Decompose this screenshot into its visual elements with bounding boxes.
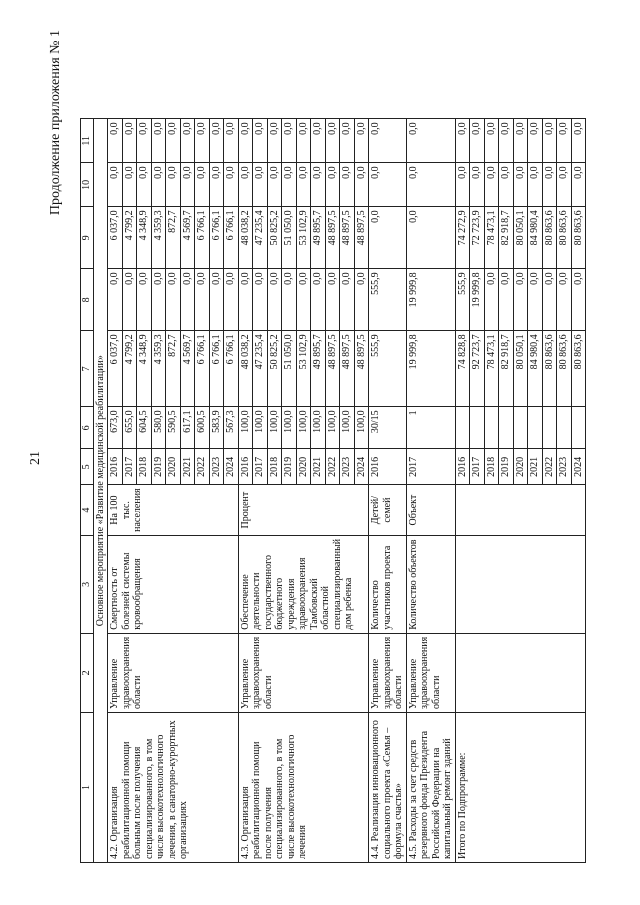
column-number-1: 1 — [81, 713, 94, 863]
year-cell: 2018 — [484, 449, 499, 485]
year-cell: 2021 — [528, 449, 543, 485]
indicator-value-empty — [557, 407, 572, 449]
local-cell: 0,0 — [455, 163, 470, 207]
regional-cell: 48 038,2 — [238, 207, 253, 269]
unit: Процент — [238, 485, 369, 536]
total-cell: 80 863,6 — [557, 331, 572, 407]
total-cell: 84 980,4 — [528, 331, 543, 407]
indicator-value-cell: 600,5 — [195, 407, 210, 449]
local-cell: 0,0 — [180, 163, 195, 207]
federal-cell: 0,0 — [542, 269, 557, 331]
indicator-value-cell: 100,0 — [354, 407, 369, 449]
indicator: Количество объектов — [406, 535, 455, 633]
column-number-6: 6 — [81, 407, 94, 449]
table-row — [108, 119, 123, 863]
indicator-value-cell: 604,5 — [137, 407, 152, 449]
regional-cell: 51 050,0 — [282, 207, 297, 269]
indicator-value-empty — [513, 407, 528, 449]
total-cell: 80 863,6 — [571, 331, 586, 407]
federal-cell: 0,0 — [224, 269, 239, 331]
other-cell: 0,0 — [166, 119, 181, 163]
other-cell: 0,0 — [325, 119, 340, 163]
column-number-10: 10 — [81, 163, 94, 207]
indicator-value-cell: 100,0 — [340, 407, 355, 449]
total-cell: 78 473,1 — [484, 331, 499, 407]
indicator-value-cell: 100,0 — [282, 407, 297, 449]
measure-name: 4.5. Расходы за счет средств резервного фонда Президента Российской Федерации на капитальный ремонт зданий — [406, 713, 455, 863]
indicator: Смертность от болезней системы кровообращения — [108, 535, 239, 633]
total-cell: 19 999,8 — [406, 331, 455, 407]
indicator-value-cell: 590,5 — [166, 407, 181, 449]
regional-cell: 47 235,4 — [253, 207, 268, 269]
indicator-value-cell: 583,9 — [209, 407, 224, 449]
federal-cell: 555,9 — [369, 269, 407, 331]
local-cell: 0,0 — [470, 163, 485, 207]
column-number-4: 4 — [81, 485, 94, 536]
indicator-value-cell: 580,0 — [151, 407, 166, 449]
year-cell: 2024 — [354, 449, 369, 485]
local-cell: 0,0 — [571, 163, 586, 207]
executor: Управление здравоохранения области — [108, 633, 239, 712]
year-cell: 2021 — [180, 449, 195, 485]
year-cell: 2016 — [108, 449, 123, 485]
total-executor-empty — [455, 633, 586, 712]
total-cell: 80 050,1 — [513, 331, 528, 407]
indicator-value-empty — [484, 407, 499, 449]
total-cell: 4 348,9 — [137, 331, 152, 407]
indicator-value-cell: 100,0 — [267, 407, 282, 449]
year-cell: 2020 — [166, 449, 181, 485]
year-cell: 2020 — [513, 449, 528, 485]
total-cell: 4 799,2 — [122, 331, 137, 407]
federal-cell: 0,0 — [137, 269, 152, 331]
total-unit-empty — [455, 485, 586, 536]
column-number-5: 5 — [81, 449, 94, 485]
indicator-value-empty — [470, 407, 485, 449]
total-cell: 6 766,1 — [224, 331, 239, 407]
local-cell: 0,0 — [108, 163, 123, 207]
local-cell: 0,0 — [195, 163, 210, 207]
total-cell: 74 828,8 — [455, 331, 470, 407]
regional-cell: 4 569,7 — [180, 207, 195, 269]
column-number-7: 7 — [81, 331, 94, 407]
local-cell: 0,0 — [151, 163, 166, 207]
column-number-9: 9 — [81, 207, 94, 269]
other-cell: 0,0 — [369, 119, 407, 163]
other-cell: 0,0 — [406, 119, 455, 163]
federal-cell: 19 999,8 — [406, 269, 455, 331]
indicator-value-cell: 100,0 — [253, 407, 268, 449]
year-cell: 2019 — [151, 449, 166, 485]
regional-cell: 6 766,1 — [209, 207, 224, 269]
regional-cell: 0,0 — [406, 207, 455, 269]
regional-cell: 48 897,5 — [325, 207, 340, 269]
other-cell: 0,0 — [311, 119, 326, 163]
federal-cell: 0,0 — [282, 269, 297, 331]
total-cell: 555,9 — [369, 331, 407, 407]
table-row — [238, 119, 253, 863]
regional-cell: 0,0 — [369, 207, 407, 269]
regional-cell: 4 359,3 — [151, 207, 166, 269]
year-cell: 2022 — [325, 449, 340, 485]
other-cell: 0,0 — [484, 119, 499, 163]
federal-cell: 0,0 — [484, 269, 499, 331]
year-cell: 2016 — [238, 449, 253, 485]
other-cell: 0,0 — [282, 119, 297, 163]
other-cell: 0,0 — [122, 119, 137, 163]
measure-name: 4.2. Организация реабилитационной помощи больным после получения специализированного, в том числе высокотехнологичного лечения, в санаторно-курортных организациях — [108, 713, 239, 863]
year-cell: 2017 — [406, 449, 455, 485]
year-cell: 2021 — [311, 449, 326, 485]
other-cell: 0,0 — [267, 119, 282, 163]
regional-cell: 72 723,9 — [470, 207, 485, 269]
regional-cell: 50 825,2 — [267, 207, 282, 269]
regional-cell: 6 766,1 — [224, 207, 239, 269]
federal-cell: 0,0 — [311, 269, 326, 331]
other-cell: 0,0 — [253, 119, 268, 163]
year-cell: 2019 — [499, 449, 514, 485]
other-cell: 0,0 — [180, 119, 195, 163]
local-cell: 0,0 — [282, 163, 297, 207]
other-cell: 0,0 — [209, 119, 224, 163]
total-cell: 50 825,2 — [267, 331, 282, 407]
indicator-value-empty — [455, 407, 470, 449]
other-cell: 0,0 — [499, 119, 514, 163]
local-cell: 0,0 — [311, 163, 326, 207]
section-title: Основное мероприятие «Развитие медицинской реабилитации» — [93, 119, 108, 863]
regional-cell: 82 918,7 — [499, 207, 514, 269]
local-cell: 0,0 — [513, 163, 528, 207]
executor: Управление здравоохранения области — [238, 633, 369, 712]
other-cell: 0,0 — [513, 119, 528, 163]
total-cell: 48 897,5 — [354, 331, 369, 407]
federal-cell: 0,0 — [528, 269, 543, 331]
local-cell: 0,0 — [484, 163, 499, 207]
local-cell: 0,0 — [325, 163, 340, 207]
federal-cell: 0,0 — [513, 269, 528, 331]
federal-cell: 0,0 — [354, 269, 369, 331]
total-cell: 4 569,7 — [180, 331, 195, 407]
year-cell: 2018 — [137, 449, 152, 485]
year-cell: 2016 — [369, 449, 407, 485]
unit: На 100 тыс. населения — [108, 485, 239, 536]
indicator-value-empty — [542, 407, 557, 449]
year-cell: 2017 — [122, 449, 137, 485]
regional-cell: 53 102,9 — [296, 207, 311, 269]
other-cell: 0,0 — [470, 119, 485, 163]
indicator-value-cell: 567,3 — [224, 407, 239, 449]
other-cell: 0,0 — [296, 119, 311, 163]
year-cell: 2017 — [470, 449, 485, 485]
indicator-value-cell: 655,0 — [122, 407, 137, 449]
local-cell: 0,0 — [122, 163, 137, 207]
federal-cell: 0,0 — [296, 269, 311, 331]
indicator-value-cell: 100,0 — [238, 407, 253, 449]
total-cell: 48 038,2 — [238, 331, 253, 407]
other-cell: 0,0 — [528, 119, 543, 163]
local-cell: 0,0 — [137, 163, 152, 207]
total-cell: 51 050,0 — [282, 331, 297, 407]
local-cell: 0,0 — [406, 163, 455, 207]
indicator-value-cell: 100,0 — [311, 407, 326, 449]
year-cell: 2022 — [195, 449, 210, 485]
federal-cell: 0,0 — [108, 269, 123, 331]
other-cell: 0,0 — [340, 119, 355, 163]
year-cell: 2024 — [224, 449, 239, 485]
regional-cell: 80 050,1 — [513, 207, 528, 269]
executor: Управление здравоохранения области — [406, 633, 455, 712]
indicator: Обеспечение деятельности государственного бюджетного учреждения здравоохранения Тамбовский областной специализированный дом ребенка — [238, 535, 369, 633]
federal-cell: 0,0 — [209, 269, 224, 331]
local-cell: 0,0 — [369, 163, 407, 207]
other-cell: 0,0 — [557, 119, 572, 163]
year-cell: 2018 — [267, 449, 282, 485]
local-cell: 0,0 — [528, 163, 543, 207]
federal-cell: 0,0 — [267, 269, 282, 331]
federal-cell: 0,0 — [340, 269, 355, 331]
other-cell: 0,0 — [137, 119, 152, 163]
total-indicator-empty — [455, 535, 586, 633]
column-number-8: 8 — [81, 269, 94, 331]
total-row — [455, 119, 470, 863]
other-cell: 0,0 — [455, 119, 470, 163]
local-cell: 0,0 — [267, 163, 282, 207]
federal-cell: 0,0 — [151, 269, 166, 331]
total-cell: 48 897,5 — [340, 331, 355, 407]
unit: Объект — [406, 485, 455, 536]
column-number-3: 3 — [81, 535, 94, 633]
federal-cell: 0,0 — [238, 269, 253, 331]
total-cell: 48 897,5 — [325, 331, 340, 407]
local-cell: 0,0 — [557, 163, 572, 207]
measure-name: 4.3. Организация реабилитационной помощи после получения специализированного, в том числе высокотехнологичного лечения — [238, 713, 369, 863]
indicator-value-cell: 617,1 — [180, 407, 195, 449]
measure-name: 4.4. Реализация инновационного социального проекта «Семья – формула счастья» — [369, 713, 407, 863]
total-cell: 49 895,7 — [311, 331, 326, 407]
year-cell: 2019 — [282, 449, 297, 485]
federal-cell: 0,0 — [325, 269, 340, 331]
local-cell: 0,0 — [499, 163, 514, 207]
federal-cell: 0,0 — [180, 269, 195, 331]
continuation-title: Продолжение приложения № 1 — [48, 30, 63, 216]
indicator-value-empty — [528, 407, 543, 449]
year-cell: 2017 — [253, 449, 268, 485]
regional-cell: 49 895,7 — [311, 207, 326, 269]
total-cell: 92 723,7 — [470, 331, 485, 407]
executor: Управление здравоохранения области — [369, 633, 407, 712]
table-row — [406, 119, 455, 863]
regional-cell: 80 863,6 — [557, 207, 572, 269]
regional-cell: 78 473,1 — [484, 207, 499, 269]
local-cell: 0,0 — [253, 163, 268, 207]
local-cell: 0,0 — [340, 163, 355, 207]
column-number-11: 11 — [81, 119, 94, 163]
year-cell: 2024 — [571, 449, 586, 485]
year-cell: 2023 — [340, 449, 355, 485]
column-number-2: 2 — [81, 633, 94, 712]
local-cell: 0,0 — [209, 163, 224, 207]
other-cell: 0,0 — [238, 119, 253, 163]
indicator-value-cell: 1 — [406, 407, 455, 449]
other-cell: 0,0 — [108, 119, 123, 163]
total-cell: 47 235,4 — [253, 331, 268, 407]
regional-cell: 80 863,6 — [542, 207, 557, 269]
federal-cell: 0,0 — [166, 269, 181, 331]
total-cell: 872,7 — [166, 331, 181, 407]
other-cell: 0,0 — [224, 119, 239, 163]
table-row — [369, 119, 407, 863]
federal-cell: 0,0 — [122, 269, 137, 331]
local-cell: 0,0 — [166, 163, 181, 207]
local-cell: 0,0 — [354, 163, 369, 207]
local-cell: 0,0 — [224, 163, 239, 207]
regional-cell: 84 980,4 — [528, 207, 543, 269]
budget-table — [80, 118, 586, 863]
other-cell: 0,0 — [151, 119, 166, 163]
regional-cell: 74 272,9 — [455, 207, 470, 269]
regional-cell: 48 897,5 — [354, 207, 369, 269]
federal-cell: 19 999,8 — [470, 269, 485, 331]
regional-cell: 6 037,0 — [108, 207, 123, 269]
federal-cell: 0,0 — [253, 269, 268, 331]
federal-cell: 0,0 — [195, 269, 210, 331]
total-cell: 6 766,1 — [209, 331, 224, 407]
year-cell: 2023 — [209, 449, 224, 485]
year-cell: 2016 — [455, 449, 470, 485]
column-number-row — [81, 119, 94, 863]
other-cell: 0,0 — [571, 119, 586, 163]
federal-cell: 0,0 — [571, 269, 586, 331]
total-cell: 6 766,1 — [195, 331, 210, 407]
total-cell: 4 359,3 — [151, 331, 166, 407]
indicator-value-cell: 673,0 — [108, 407, 123, 449]
federal-cell: 0,0 — [499, 269, 514, 331]
other-cell: 0,0 — [354, 119, 369, 163]
section-row — [93, 119, 108, 863]
year-cell: 2023 — [557, 449, 572, 485]
local-cell: 0,0 — [542, 163, 557, 207]
regional-cell: 6 766,1 — [195, 207, 210, 269]
total-cell: 53 102,9 — [296, 331, 311, 407]
other-cell: 0,0 — [542, 119, 557, 163]
indicator-value-empty — [499, 407, 514, 449]
federal-cell: 555,9 — [455, 269, 470, 331]
regional-cell: 80 863,6 — [571, 207, 586, 269]
indicator-value-cell: 30/15 — [369, 407, 407, 449]
regional-cell: 4 348,9 — [137, 207, 152, 269]
total-cell: 82 918,7 — [499, 331, 514, 407]
indicator-value-cell: 100,0 — [296, 407, 311, 449]
local-cell: 0,0 — [296, 163, 311, 207]
regional-cell: 48 897,5 — [340, 207, 355, 269]
page-number: 21 — [28, 451, 43, 465]
total-cell: 80 863,6 — [542, 331, 557, 407]
indicator: Количество участников проекта — [369, 535, 407, 633]
other-cell: 0,0 — [195, 119, 210, 163]
year-cell: 2020 — [296, 449, 311, 485]
regional-cell: 4 799,2 — [122, 207, 137, 269]
federal-cell: 0,0 — [557, 269, 572, 331]
indicator-value-empty — [571, 407, 586, 449]
year-cell: 2022 — [542, 449, 557, 485]
regional-cell: 872,7 — [166, 207, 181, 269]
local-cell: 0,0 — [238, 163, 253, 207]
unit: Детей/семей — [369, 485, 407, 536]
total-cell: 6 037,0 — [108, 331, 123, 407]
total-label: Итого по Подпрограмме: — [455, 713, 586, 863]
indicator-value-cell: 100,0 — [325, 407, 340, 449]
